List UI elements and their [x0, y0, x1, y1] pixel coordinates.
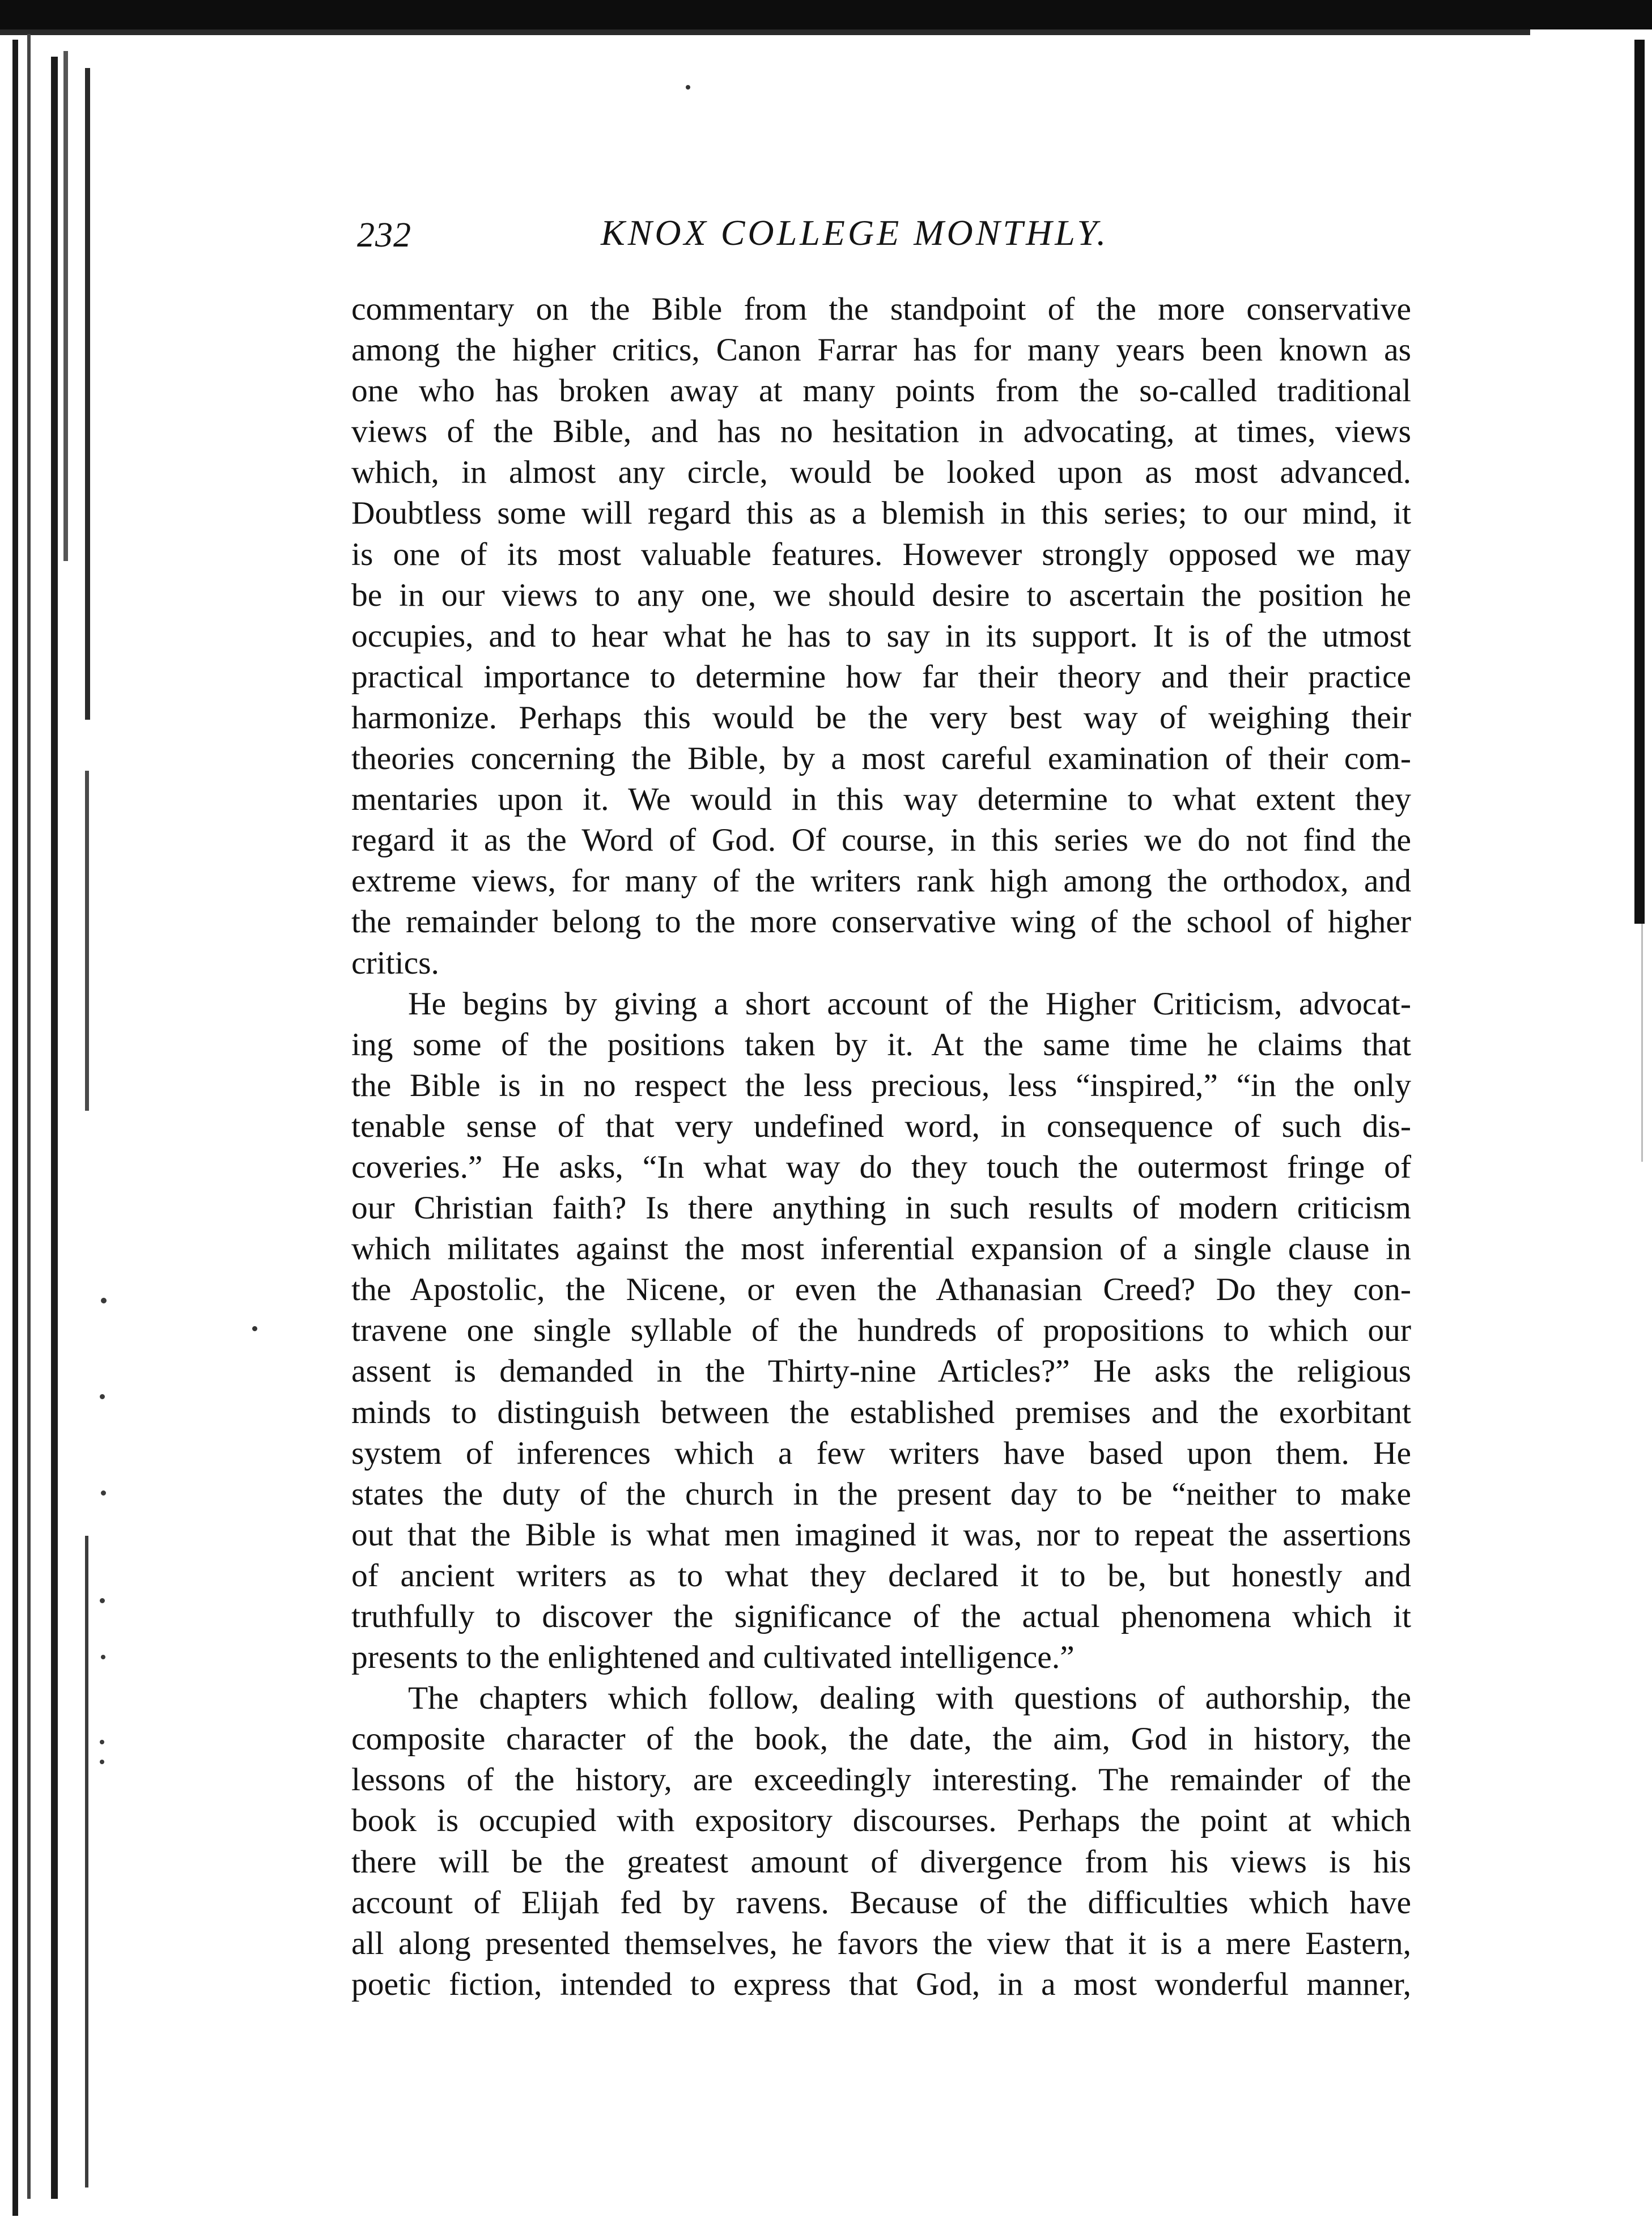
text-line: system of inferences which a few writers have based upon them. He: [351, 1435, 1411, 1471]
left-binding-gutter: [0, 34, 113, 2221]
text-line: out that the Bible is what men imagined it was, nor to repeat the assertions: [351, 1517, 1411, 1553]
text-line: be in our views to any one, we should desire to ascertain the position he: [351, 577, 1411, 613]
text-line: which, in almost any circle, would be looked upon as most advanced.: [351, 455, 1411, 491]
top-scan-border-shadow: [0, 29, 1530, 35]
text-line: Doubtless some will regard this as a blemish in this series; to our mind, it: [351, 495, 1411, 532]
text-line: travene one single syllable of the hundreds of propositions to which our: [351, 1312, 1411, 1349]
running-header: [357, 215, 1422, 266]
top-scan-border: [0, 0, 1652, 29]
text-line: presents to the enlightened and cultivated intelligence.”: [351, 1639, 1075, 1676]
paragraph-2: [351, 984, 1411, 1679]
paragraph-1: [351, 289, 1411, 984]
text-line: states the duty of the church in the present day to be “neither to make: [351, 1476, 1411, 1512]
text-line: composite character of the book, the date, the aim, God in history, the: [351, 1721, 1411, 1757]
text-line: among the higher critics, Canon Farrar has for many years been known as: [351, 332, 1411, 368]
paragraph-3: [351, 1678, 1411, 2005]
text-line: He begins by giving a short account of the Higher Criticism, advocat-: [408, 986, 1411, 1022]
text-line: harmonize. Perhaps this would be the very best way of weighing their: [351, 699, 1411, 736]
text-line: truthfully to discover the significance of the actual phenomena which it: [351, 1599, 1411, 1634]
text-line: practical importance to determine how far their theory and their practice: [351, 659, 1411, 695]
text-line: The chapters which follow, dealing with questions of authorship, the: [408, 1680, 1411, 1717]
text-line: which militates against the most inferential expansion of a single clause in: [351, 1231, 1411, 1267]
text-line: our Christian faith? Is there anything in such results of modern criticism: [351, 1190, 1411, 1226]
text-line: commentary on the Bible from the standpoint of the more conservative: [351, 291, 1411, 327]
text-line: is one of its most valuable features. However strongly opposed we may: [351, 536, 1411, 572]
text-line: extreme views, for many of the writers rank high among the orthodox, and: [351, 863, 1411, 899]
text-line: mentaries upon it. We would in this way determine to what extent they: [351, 781, 1411, 818]
text-line: occupies, and to hear what he has to say in its support. It is of the utmost: [351, 618, 1411, 654]
text-line: critics.: [351, 945, 439, 981]
right-scan-border: [1634, 40, 1645, 924]
text-line: minds to distinguish between the established premises and the exorbitant: [351, 1394, 1411, 1430]
text-line: the Bible is in no respect the less precious, less “inspired,” “in the only: [351, 1067, 1411, 1103]
article-body: [351, 289, 1411, 2005]
text-line: regard it as the Word of God. Of course, in this series we do not find the: [351, 822, 1411, 859]
scan-speck: [686, 85, 690, 90]
text-line: coveries.” He asks, “In what way do they touch the outermost fringe of: [351, 1149, 1411, 1185]
text-line: one who has broken away at many points from the so-called traditional: [351, 373, 1411, 409]
text-line: book is occupied with expository discourses. Perhaps the point at which: [351, 1803, 1411, 1839]
page-number: 232: [357, 216, 411, 254]
text-line: there will be the greatest amount of divergence from his views is his: [351, 1844, 1411, 1880]
scan-speck: [252, 1326, 257, 1331]
text-line: views of the Bible, and has no hesitation in advocating, at times, views: [351, 414, 1411, 450]
text-line: of ancient writers as to what they declared it to be, but honestly and: [351, 1557, 1411, 1594]
text-line: ing some of the positions taken by it. At the same time he claims that: [351, 1026, 1411, 1063]
text-line: all along presented themselves, he favors the view that it is a mere Eastern,: [351, 1925, 1411, 1961]
text-line: account of Elijah fed by ravens. Because of the difficulties which have: [351, 1884, 1411, 1921]
right-scan-border-faint: [1641, 924, 1643, 1162]
text-line: the Apostolic, the Nicene, or even the Athanasian Creed? Do they con-: [351, 1272, 1411, 1308]
text-line: assent is demanded in the Thirty-nine Articles?” He asks the religious: [351, 1353, 1411, 1390]
text-line: theories concerning the Bible, by a most careful examination of their com-: [351, 741, 1411, 777]
text-line: tenable sense of that very undefined word, in consequence of such dis-: [351, 1108, 1411, 1144]
journal-title: KNOX COLLEGE MONTHLY.: [601, 213, 1109, 253]
text-line: the remainder belong to the more conservative wing of the school of higher: [351, 904, 1411, 940]
text-line: lessons of the history, are exceedingly interesting. The remainder of the: [351, 1762, 1411, 1798]
text-line: poetic fiction, intended to express that God, in a most wonderful manner,: [351, 1966, 1411, 2002]
